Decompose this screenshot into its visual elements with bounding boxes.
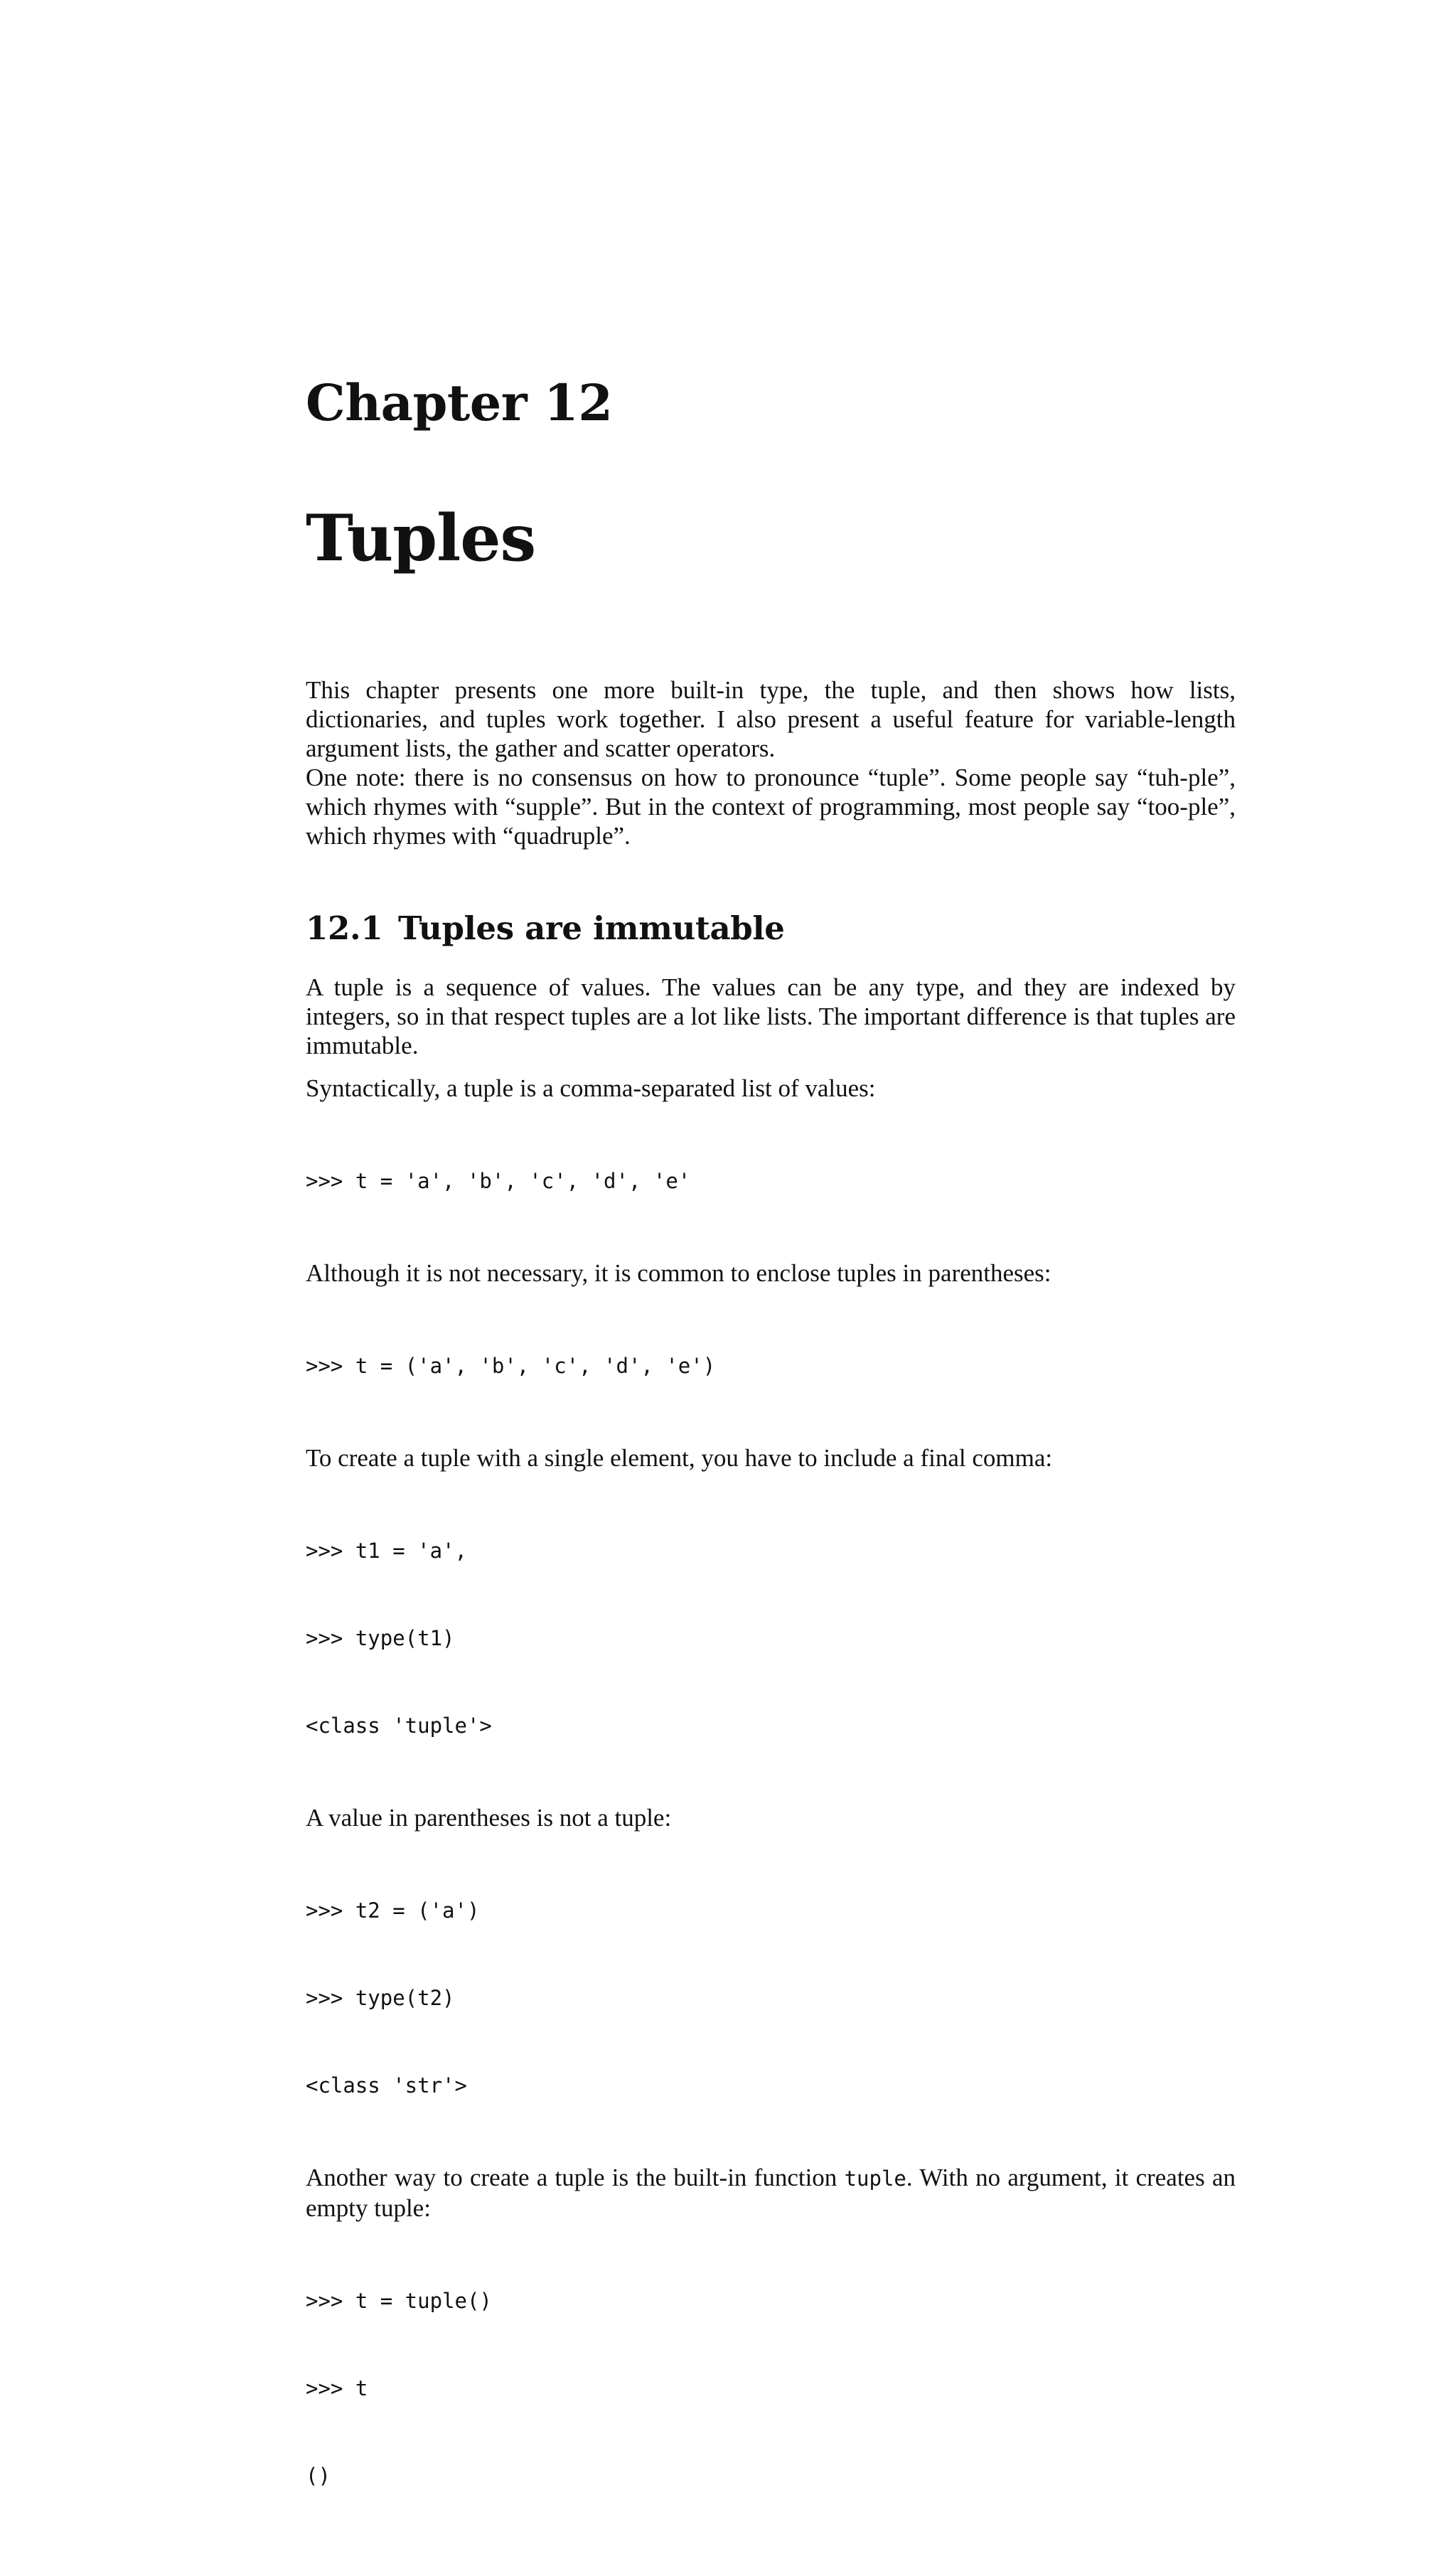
section-paragraph-6 — [306, 2163, 1236, 2223]
code-line: >>> t — [306, 2376, 368, 2400]
intro-paragraph-1: This chapter presents one more built-in type, the tuple, and then shows how lists, dictionaries, and tuples work together. I also present a useful feature for variable-length argument lists, the gather and scatter operators. — [306, 676, 1236, 762]
code-line: >>> t1 = 'a', — [306, 1539, 467, 1563]
code-line: >>> t = ('a', 'b', 'c', 'd', 'e') — [306, 1354, 716, 1378]
code-block-5 — [306, 2228, 1236, 2549]
code-line: >>> t = 'a', 'b', 'c', 'd', 'e' — [306, 1169, 691, 1193]
code-block-2 — [306, 1293, 1236, 1439]
document-page — [306, 0, 1236, 2488]
intro-paragraph-2: One note: there is no consensus on how to pronounce “tuple”. Some people say “tuh-ple”, which rhymes with “supple”. But in the context of programming, most people say “too-ple”, which rhymes with “quadruple”. — [306, 764, 1236, 850]
code-line: >>> type(t2) — [306, 1986, 455, 2010]
code-line: >>> type(t1) — [306, 1626, 455, 1650]
section-number: 12.1 — [306, 909, 383, 947]
section-paragraph-2: Syntactically, a tuple is a comma-separated list of values: — [306, 1074, 876, 1102]
code-block-3 — [306, 1478, 1236, 1799]
section-paragraph-3: Although it is not necessary, it is common to enclose tuples in parentheses: — [306, 1259, 1051, 1287]
text-run: . With no argument, it creates an empty tuple: — [306, 2164, 1236, 2222]
section-title: Tuples are immutable — [398, 909, 785, 947]
section-paragraph-5: A value in parentheses is not a tuple: — [306, 1804, 672, 1832]
chapter-label: Chapter 12 — [306, 373, 613, 432]
section-paragraph-4: To create a tuple with a single element, you have to include a final comma: — [306, 1444, 1053, 1472]
code-line: () — [306, 2464, 331, 2488]
text-run: Another way to create a tuple is the built-in function — [306, 2164, 845, 2191]
chapter-body — [306, 675, 1236, 2549]
code-block-4 — [306, 1838, 1236, 2159]
section-heading — [306, 909, 1236, 948]
code-line: >>> t = tuple() — [306, 2289, 492, 2313]
inline-code: tuple — [844, 2166, 906, 2191]
code-block-1 — [306, 1108, 1236, 1254]
code-line: <class 'tuple'> — [306, 1714, 492, 1738]
chapter-title: Tuples — [306, 501, 536, 576]
code-line: >>> t2 = ('a') — [306, 1898, 480, 1923]
code-line: <class 'str'> — [306, 2073, 467, 2098]
section-paragraph-1: A tuple is a sequence of values. The values can be any type, and they are indexed by integers, so in that respect tuples are a lot like lists. The important difference is that tuples are immutable. — [306, 973, 1236, 1059]
